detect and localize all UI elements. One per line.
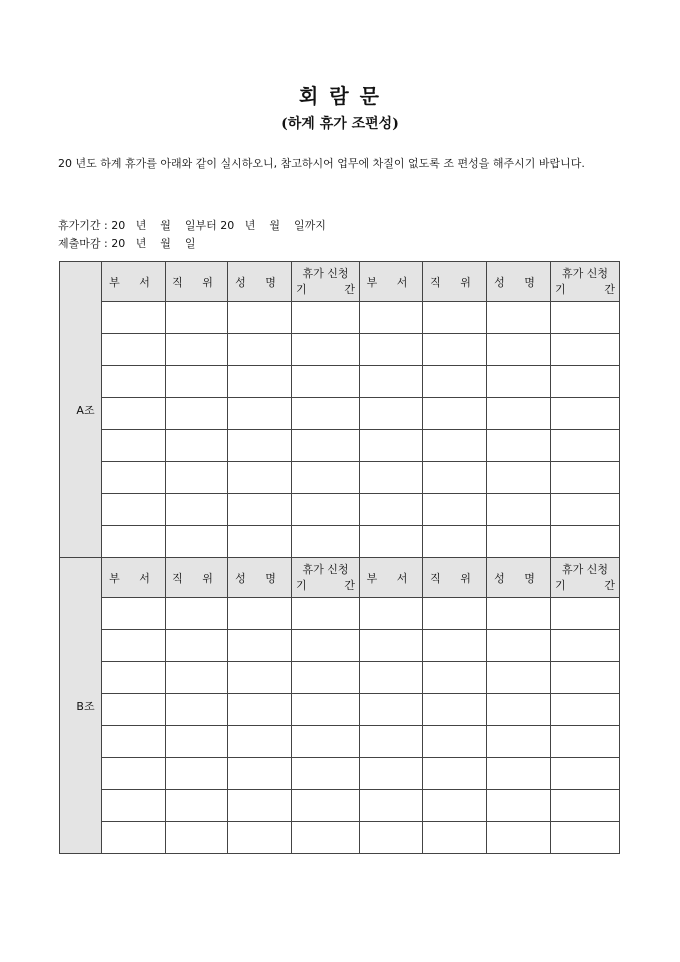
- entry-cell[interactable]: [102, 694, 166, 726]
- table-row: [60, 662, 620, 694]
- entry-cell[interactable]: [166, 822, 228, 854]
- entry-cell[interactable]: [551, 302, 620, 334]
- entry-cell[interactable]: [487, 790, 551, 822]
- entry-cell[interactable]: [360, 366, 423, 398]
- table-row: [60, 302, 620, 334]
- table-row: [60, 526, 620, 558]
- entry-cell[interactable]: [102, 598, 166, 630]
- entry-cell[interactable]: [423, 398, 487, 430]
- entry-cell[interactable]: [228, 822, 292, 854]
- column-header-name: 성 명: [228, 558, 292, 598]
- entry-cell[interactable]: [292, 494, 360, 526]
- entry-cell[interactable]: [551, 758, 620, 790]
- schedule-info: [58, 217, 326, 253]
- entry-cell[interactable]: [551, 694, 620, 726]
- entry-cell[interactable]: [423, 662, 487, 694]
- entry-cell[interactable]: [487, 598, 551, 630]
- entry-cell[interactable]: [487, 430, 551, 462]
- entry-cell[interactable]: [292, 366, 360, 398]
- document-title: 회 람 문: [299, 84, 381, 108]
- column-header-position: 직 위: [166, 558, 228, 598]
- column-header-name: 성 명: [487, 262, 551, 302]
- entry-cell[interactable]: [228, 694, 292, 726]
- vacation-period-header-line2: 기 간: [296, 578, 355, 592]
- group-header-row: [60, 262, 620, 302]
- entry-cell[interactable]: [487, 526, 551, 558]
- entry-cell[interactable]: [228, 630, 292, 662]
- entry-cell[interactable]: [423, 598, 487, 630]
- vacation-period-line: 휴가기간 : 20 년 월 일부터 20 년 월 일까지: [58, 219, 326, 232]
- entry-cell[interactable]: [166, 366, 228, 398]
- table-row: [60, 822, 620, 854]
- column-header-position: 직 위: [423, 558, 487, 598]
- entry-cell[interactable]: [551, 494, 620, 526]
- entry-cell[interactable]: [487, 630, 551, 662]
- entry-cell[interactable]: [423, 494, 487, 526]
- entry-cell[interactable]: [102, 430, 166, 462]
- entry-cell[interactable]: [487, 694, 551, 726]
- entry-cell[interactable]: [423, 694, 487, 726]
- column-header-name: 성 명: [487, 558, 551, 598]
- column-header-vacation-period: [551, 558, 620, 598]
- entry-cell[interactable]: [487, 726, 551, 758]
- entry-cell[interactable]: [292, 822, 360, 854]
- entry-cell[interactable]: [551, 598, 620, 630]
- entry-cell[interactable]: [360, 662, 423, 694]
- entry-cell[interactable]: [228, 302, 292, 334]
- entry-cell[interactable]: [166, 758, 228, 790]
- column-header-name: 성 명: [228, 262, 292, 302]
- vacation-roster-table: [59, 261, 620, 854]
- entry-cell[interactable]: [292, 758, 360, 790]
- entry-cell[interactable]: [423, 302, 487, 334]
- entry-cell[interactable]: [423, 726, 487, 758]
- entry-cell[interactable]: [487, 494, 551, 526]
- entry-cell[interactable]: [551, 726, 620, 758]
- entry-cell[interactable]: [102, 790, 166, 822]
- entry-cell[interactable]: [360, 630, 423, 662]
- entry-cell[interactable]: [360, 334, 423, 366]
- entry-cell[interactable]: [551, 366, 620, 398]
- column-header-dept: 부 서: [102, 558, 166, 598]
- column-header-dept: 부 서: [102, 262, 166, 302]
- table-row: [60, 630, 620, 662]
- entry-cell[interactable]: [551, 334, 620, 366]
- table-row: [60, 334, 620, 366]
- entry-cell[interactable]: [487, 366, 551, 398]
- entry-cell[interactable]: [166, 334, 228, 366]
- table-row: [60, 366, 620, 398]
- entry-cell[interactable]: [360, 598, 423, 630]
- group-header-row: [60, 558, 620, 598]
- table-row: [60, 494, 620, 526]
- table-row: [60, 694, 620, 726]
- entry-cell[interactable]: [360, 758, 423, 790]
- entry-cell[interactable]: [292, 598, 360, 630]
- entry-cell[interactable]: [360, 494, 423, 526]
- table-row: [60, 758, 620, 790]
- entry-cell[interactable]: [292, 726, 360, 758]
- entry-cell[interactable]: [487, 822, 551, 854]
- entry-cell[interactable]: [423, 526, 487, 558]
- entry-cell[interactable]: [423, 430, 487, 462]
- entry-cell[interactable]: [487, 334, 551, 366]
- vacation-period-header-line1: 휴가 신청: [561, 562, 608, 576]
- entry-cell[interactable]: [292, 430, 360, 462]
- entry-cell[interactable]: [228, 758, 292, 790]
- entry-cell[interactable]: [423, 366, 487, 398]
- entry-cell[interactable]: [292, 790, 360, 822]
- entry-cell[interactable]: [228, 726, 292, 758]
- entry-cell[interactable]: [423, 822, 487, 854]
- entry-cell[interactable]: [551, 526, 620, 558]
- entry-cell[interactable]: [228, 526, 292, 558]
- entry-cell[interactable]: [551, 430, 620, 462]
- entry-cell[interactable]: [228, 662, 292, 694]
- column-header-dept: 부 서: [360, 558, 423, 598]
- entry-cell[interactable]: [360, 694, 423, 726]
- entry-cell[interactable]: [166, 662, 228, 694]
- entry-cell[interactable]: [166, 694, 228, 726]
- entry-cell[interactable]: [360, 822, 423, 854]
- entry-cell[interactable]: [102, 302, 166, 334]
- entry-cell[interactable]: [166, 630, 228, 662]
- entry-cell[interactable]: [551, 398, 620, 430]
- entry-cell[interactable]: [360, 462, 423, 494]
- entry-cell[interactable]: [551, 462, 620, 494]
- group-label: B조: [60, 558, 102, 854]
- table-row: [60, 598, 620, 630]
- entry-cell[interactable]: [487, 398, 551, 430]
- submit-deadline-line: 제출마감 : 20 년 월 일: [58, 237, 196, 250]
- entry-cell[interactable]: [166, 430, 228, 462]
- entry-cell[interactable]: [292, 334, 360, 366]
- entry-cell[interactable]: [166, 726, 228, 758]
- entry-cell[interactable]: [166, 598, 228, 630]
- entry-cell[interactable]: [292, 694, 360, 726]
- table-row: [60, 462, 620, 494]
- entry-cell[interactable]: [292, 462, 360, 494]
- entry-cell[interactable]: [102, 662, 166, 694]
- entry-cell[interactable]: [423, 462, 487, 494]
- vacation-period-header-line2: 기 간: [296, 282, 355, 296]
- entry-cell[interactable]: [102, 526, 166, 558]
- column-header-dept: 부 서: [360, 262, 423, 302]
- entry-cell[interactable]: [102, 334, 166, 366]
- entry-cell[interactable]: [423, 758, 487, 790]
- entry-cell[interactable]: [360, 430, 423, 462]
- entry-cell[interactable]: [228, 494, 292, 526]
- entry-cell[interactable]: [102, 494, 166, 526]
- entry-cell[interactable]: [102, 758, 166, 790]
- entry-cell[interactable]: [228, 334, 292, 366]
- group-label: A조: [60, 262, 102, 558]
- column-header-vacation-period: [292, 558, 360, 598]
- entry-cell[interactable]: [166, 302, 228, 334]
- entry-cell[interactable]: [487, 662, 551, 694]
- entry-cell[interactable]: [423, 334, 487, 366]
- entry-cell[interactable]: [166, 790, 228, 822]
- entry-cell[interactable]: [228, 462, 292, 494]
- table-row: [60, 790, 620, 822]
- entry-cell[interactable]: [551, 662, 620, 694]
- vacation-period-header-line1: 휴가 신청: [302, 266, 349, 280]
- entry-cell[interactable]: [228, 366, 292, 398]
- entry-cell[interactable]: [228, 598, 292, 630]
- entry-cell[interactable]: [228, 398, 292, 430]
- table-row: [60, 726, 620, 758]
- entry-cell[interactable]: [487, 302, 551, 334]
- entry-cell[interactable]: [102, 366, 166, 398]
- entry-cell[interactable]: [166, 526, 228, 558]
- entry-cell[interactable]: [166, 494, 228, 526]
- entry-cell[interactable]: [102, 822, 166, 854]
- entry-cell[interactable]: [551, 822, 620, 854]
- entry-cell[interactable]: [292, 398, 360, 430]
- entry-cell[interactable]: [487, 758, 551, 790]
- entry-cell[interactable]: [292, 302, 360, 334]
- vacation-period-header-line2: 기 간: [555, 282, 615, 296]
- entry-cell[interactable]: [228, 790, 292, 822]
- table-row: [60, 430, 620, 462]
- entry-cell[interactable]: [360, 398, 423, 430]
- entry-cell[interactable]: [102, 462, 166, 494]
- entry-cell[interactable]: [360, 790, 423, 822]
- entry-cell[interactable]: [228, 430, 292, 462]
- entry-cell[interactable]: [423, 630, 487, 662]
- entry-cell[interactable]: [551, 630, 620, 662]
- table-row: [60, 398, 620, 430]
- entry-cell[interactable]: [360, 526, 423, 558]
- entry-cell[interactable]: [292, 630, 360, 662]
- entry-cell[interactable]: [423, 790, 487, 822]
- entry-cell[interactable]: [292, 662, 360, 694]
- vacation-period-header-line1: 휴가 신청: [561, 266, 608, 280]
- document-subtitle: (하계 휴가 조편성): [281, 116, 399, 132]
- column-header-vacation-period: [551, 262, 620, 302]
- entry-cell[interactable]: [166, 398, 228, 430]
- entry-cell[interactable]: [360, 726, 423, 758]
- column-header-position: 직 위: [423, 262, 487, 302]
- entry-cell[interactable]: [360, 302, 423, 334]
- entry-cell[interactable]: [292, 526, 360, 558]
- intro-paragraph: 20 년도 하계 휴가를 아래와 같이 실시하오니, 참고하시어 업무에 차질이 없도록 조 편성을 해주시기 바랍니다.: [58, 157, 585, 170]
- vacation-period-header-line1: 휴가 신청: [302, 562, 349, 576]
- entry-cell[interactable]: [102, 398, 166, 430]
- entry-cell[interactable]: [102, 726, 166, 758]
- entry-cell[interactable]: [102, 630, 166, 662]
- column-header-vacation-period: [292, 262, 360, 302]
- entry-cell[interactable]: [551, 790, 620, 822]
- entry-cell[interactable]: [487, 462, 551, 494]
- vacation-period-header-line2: 기 간: [555, 578, 615, 592]
- entry-cell[interactable]: [166, 462, 228, 494]
- column-header-position: 직 위: [166, 262, 228, 302]
